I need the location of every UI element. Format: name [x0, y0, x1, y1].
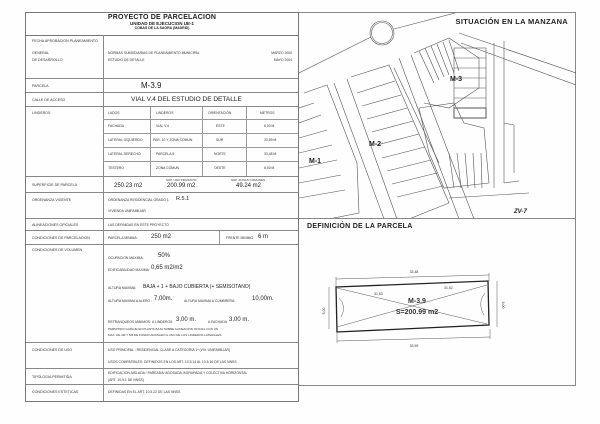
orientacion-cell: SUR — [216, 138, 224, 142]
lindero-cell: VIAL V.4 — [156, 124, 169, 128]
parcela-minima-value: 250 m2 — [151, 234, 172, 240]
uso-privativo-label: SUP. USO PRIVATIVO — [166, 178, 197, 182]
map-label-m1: M-1 — [309, 158, 322, 165]
cumbrera-label: ALTURA MAXIMA A CUMBRERA: — [184, 299, 236, 303]
esteticas-label: CONDICIONES ESTETICAS — [32, 390, 79, 394]
map-title: SITUACIÓN EN LA MANZANA — [455, 17, 568, 26]
dim-bottom: 33,59 — [409, 344, 419, 348]
col-metros: METROS — [260, 111, 275, 115]
edificabilidad-label: EDIFICABILIDAD MAXIMA: — [108, 268, 150, 272]
zonas-comunes-value: 49.24 m2 — [236, 183, 262, 189]
project-title: PROYECTO DE PARCELACION — [107, 14, 217, 21]
ocupacion-value: 50% — [158, 253, 171, 259]
lado-cell: LATERAL IZQUIERDO — [108, 138, 143, 142]
orientacion-cell: NORTE — [214, 152, 226, 156]
parcel-definition-drawing — [299, 231, 576, 387]
parcela-minima-label: PARCELA MINIMA: — [108, 236, 138, 240]
retr-fachada-label: A FACHADA — [208, 320, 228, 324]
desarrollo-value: ESTUDIO DE DETALLE — [108, 58, 145, 62]
calle-value: VIAL V.4 DEL ESTUDIO DE DETALLE — [131, 96, 242, 103]
tipologia-line2: (ART. 10.5.1 DE NNSS) — [108, 378, 144, 382]
orientacion-cell: OESTE — [214, 166, 226, 170]
orientacion-cell: ESTE — [216, 124, 225, 128]
ordenanza-line2: VIVIENDA UNIFAMILIAR — [108, 209, 146, 213]
alero-label: ALTURA MAXIMA A ALERO : — [108, 299, 153, 303]
linderos-label: LINDEROS — [32, 111, 51, 115]
edificabilidad-value: 0,65 m2/m2 — [151, 265, 183, 271]
calle-label: CALLE DE ACCESO — [32, 98, 66, 102]
retr-linderos-label: A LINDEROS — [152, 320, 173, 324]
parcelacion-label: CONDICIONES DE PARCELACION — [32, 236, 90, 240]
frente-minimo-label: FRENTE MINIMO: — [226, 236, 255, 240]
row-volumen — [26, 245, 298, 343]
definition-title: DEFINICIÓN DE LA PARCELA — [307, 223, 413, 230]
parcel-data-table — [25, 12, 299, 402]
col-linderos: LINDEROS — [156, 111, 174, 115]
dim-right: 6,00 — [501, 301, 505, 309]
drawing-panel — [299, 12, 576, 386]
fecha-label: FECHA APROBACION PLANEAMIENTO — [32, 39, 98, 43]
superficie-total: 250.23 m2 — [114, 183, 143, 189]
parcela-label: PARCELA — [32, 84, 49, 88]
uso-privativo-value: 200.99 m2 — [167, 183, 196, 189]
diag-1: 31,63 — [374, 292, 383, 296]
esteticas-value: DEFINIDAS EN EL ART. 10.5.22 DE LAS NNSS — [108, 390, 181, 394]
alineaciones-label: ALINEACIONES OFICIALES — [32, 223, 79, 227]
lado-cell: FACHADA — [108, 124, 125, 128]
row-parcelacion — [26, 231, 298, 245]
row-alineaciones — [26, 219, 298, 231]
metros-cell: 6,00 M — [264, 124, 275, 128]
tipologia-line1: EDIFICACION AISLADA / PAREADA/ ADOSADA /AGRUPADA Y COLECTIVA HORIZONTAL — [108, 371, 248, 375]
row-uso — [26, 343, 298, 369]
desarrollo-label: DE DESARROLLO — [32, 58, 63, 62]
altura-value: BAJA + 1 + BAJO CUBIERTA (+ SEMISOTANO) — [143, 284, 251, 290]
parcel-area: S=200.99 m2 — [395, 309, 439, 316]
lado-cell: TESTERO — [108, 166, 125, 170]
superficie-label: SUPERFICIE DE PARCELA — [32, 183, 78, 187]
metros-cell: 6,00 M — [264, 166, 275, 170]
row-superficie — [26, 177, 298, 193]
retr-linderos-value: 3,00 m. — [176, 317, 197, 323]
project-unit: UNIDAD DE EJECUCION UE-1 — [129, 21, 194, 26]
uso-label: CONDICIONES DE USO — [32, 348, 73, 352]
ordenanza-line1: ORDENANZA RESIDENCIAL GRADO 1 — [108, 198, 169, 202]
general-value: NORMAS SUBSIDIARIAS DE PLANEAMIENTO MUNICIPAL — [108, 51, 200, 55]
ordenanza-code: R.5.1 — [176, 196, 190, 202]
row-parcela — [26, 79, 298, 93]
retranqueos-label: RETRANQUEOS MINIMOS: — [108, 320, 151, 324]
row-ordenanza — [26, 193, 298, 219]
parcel-id: M-3.9 — [408, 298, 426, 305]
map-label-m2: M-2 — [369, 141, 382, 148]
ordenanza-label: ORDENANZA VIGENTE — [32, 198, 72, 202]
project-location: COBAS DE LA SAGRA (MADRID) — [134, 26, 190, 30]
alineaciones-value: LAS DEFINIDAS EN ESTE PROYECTO — [108, 223, 169, 227]
dim-top: 33,48 — [409, 270, 419, 274]
alero-value: 7,00m. — [154, 296, 173, 302]
map-label-m3: M-3 — [450, 76, 463, 83]
site-map — [299, 13, 576, 219]
ocupacion-label: OCUPACION MAXIMA: — [108, 256, 144, 260]
parcela-value: M-3.9 — [141, 81, 162, 90]
lindero-cell: ZONA COMUN — [156, 166, 179, 170]
uso-principal: USO PRINCIPAL : RESIDENCIAL CLASE A CATEGORIA 1ª (VIV. UNIFAMILIAR) — [108, 348, 231, 352]
general-date: MARZO 2000 — [271, 51, 292, 55]
desarrollo-date: MAYO 2004 — [273, 58, 292, 62]
row-esteticas — [26, 385, 298, 401]
retr-fachada-value: 3,00 m. — [229, 317, 250, 323]
zonas-comunes-label: SUP. ZONAS COMUNES — [231, 178, 265, 182]
general-label: GENERAL — [32, 51, 50, 55]
lado-cell: LATERAL DERECHO — [108, 152, 141, 156]
row-tipologia — [26, 369, 298, 385]
map-label-zv7: ZV-7 — [514, 209, 527, 215]
cumbrera-value: 10,00m. — [252, 296, 274, 302]
garaje-line1: PERMITIDO GARAJE EN PLANTA BAJA SOBRE ALINEACION OFICIAL CON UN — [108, 327, 219, 331]
garaje-line2: MAX. DE 4M Y 5M DE FONDO ADOSADO A UNO DE LOS LINDEROS LATERALES. — [108, 333, 223, 337]
lindero-cell: PARCELA 8 — [156, 152, 175, 156]
usos-compatibles: USOS COMPATIBLES: DEFINIDOS EN LOS ART. 10.5.14 AL 10.5.16 DE LAS NNSS — [108, 360, 237, 364]
tipologia-label: TIPOLOGIA PERMITIDA — [32, 375, 72, 379]
row-linderos — [26, 107, 298, 177]
document-header — [26, 13, 298, 36]
metros-cell: 33,48 M — [264, 152, 277, 156]
diag-2: 31,52 — [444, 286, 453, 290]
col-lados: LADOS — [108, 111, 120, 115]
metros-cell: 33,59 M — [264, 138, 277, 142]
volumen-label: CONDICIONES DE VOLUMEN — [32, 248, 83, 252]
col-orientacion: ORIENTACIÓN — [208, 111, 232, 115]
altura-label: ALTURA MAXIMA: — [108, 286, 137, 290]
frente-minimo-value: 6 m — [258, 234, 269, 240]
dim-left: 6,00 — [322, 307, 326, 315]
row-calle-acceso — [26, 93, 298, 107]
block-plan-drawing — [299, 13, 576, 219]
lindero-cell: PAR. 10 Y ZONA COMUN — [153, 138, 193, 142]
row-fecha-aprobacion — [26, 35, 298, 79]
